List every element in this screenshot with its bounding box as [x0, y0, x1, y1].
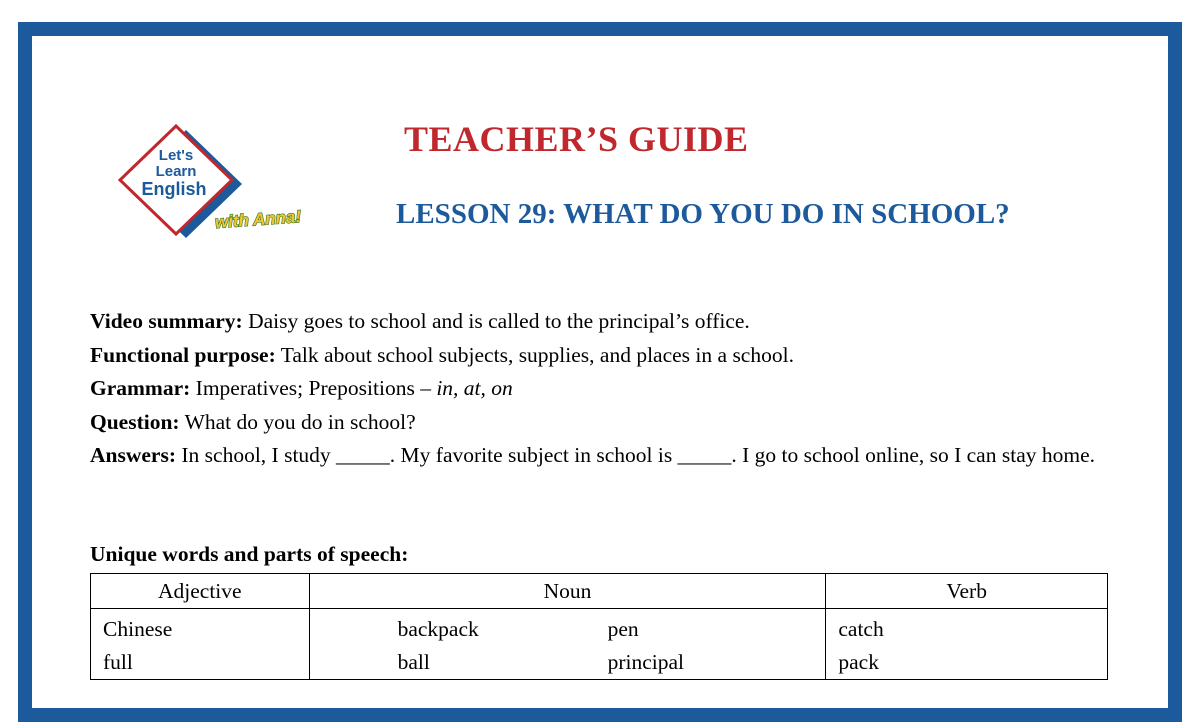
grammar-line — [90, 372, 1135, 406]
functional-purpose-label: Functional purpose: — [90, 342, 276, 367]
answers-line — [90, 439, 1135, 473]
logo-line-3: English — [141, 179, 207, 199]
logo-tagline: with Anna! — [214, 207, 302, 232]
logo-line-2: Learn — [155, 163, 197, 180]
adjective-item: full — [103, 650, 133, 674]
lesson-title: LESSON 29: WHAT DO YOU DO IN SCHOOL? — [396, 198, 1010, 230]
words-heading: Unique words and parts of speech: — [90, 542, 409, 566]
lets-learn-english-logo — [112, 122, 312, 246]
table-header-row — [91, 574, 1108, 609]
video-summary-label: Video summary: — [90, 309, 243, 333]
answers-text: In school, I study _____. My favorite subject in school is _____. I go to school online, so I can stay home. — [176, 443, 1095, 467]
grammar-prepositions: in, at, on — [436, 376, 513, 400]
adjective-item: Chinese — [103, 617, 173, 641]
video-summary-text: Daisy goes to school and is called to the principal’s office. — [242, 309, 750, 333]
noun-item: pen — [607, 617, 639, 641]
answers-label: Answers: — [90, 443, 176, 467]
lesson-summary — [90, 305, 1135, 473]
table-row — [91, 609, 1108, 680]
header-adjective: Adjective — [91, 574, 310, 609]
logo-line-1: Let's — [158, 147, 194, 164]
functional-purpose-text: Talk about school subjects, supplies, and places in a school. — [275, 342, 794, 367]
verb-cell — [826, 609, 1108, 680]
question-line — [90, 406, 1135, 440]
verb-item: catch — [838, 617, 884, 641]
noun-item: principal — [607, 650, 684, 674]
question-label: Question: — [90, 409, 180, 434]
grammar-label: Grammar: — [90, 376, 191, 400]
verb-item: pack — [838, 650, 879, 674]
noun-list-1 — [310, 613, 608, 679]
adjective-cell — [91, 609, 310, 680]
noun-item: ball — [397, 650, 430, 674]
noun-list-2 — [608, 613, 808, 679]
functional-purpose-line — [90, 339, 1135, 373]
grammar-text: Imperatives; Prepositions – — [190, 376, 437, 400]
guide-title: TEACHER’S GUIDE — [404, 119, 749, 159]
noun-cell — [309, 609, 826, 680]
question-text: What do you do in school? — [179, 409, 416, 434]
parts-of-speech-table — [90, 573, 1108, 680]
header-verb: Verb — [826, 574, 1108, 609]
header-noun: Noun — [309, 574, 826, 609]
video-summary-line — [90, 305, 1135, 339]
noun-item: backpack — [397, 617, 479, 641]
